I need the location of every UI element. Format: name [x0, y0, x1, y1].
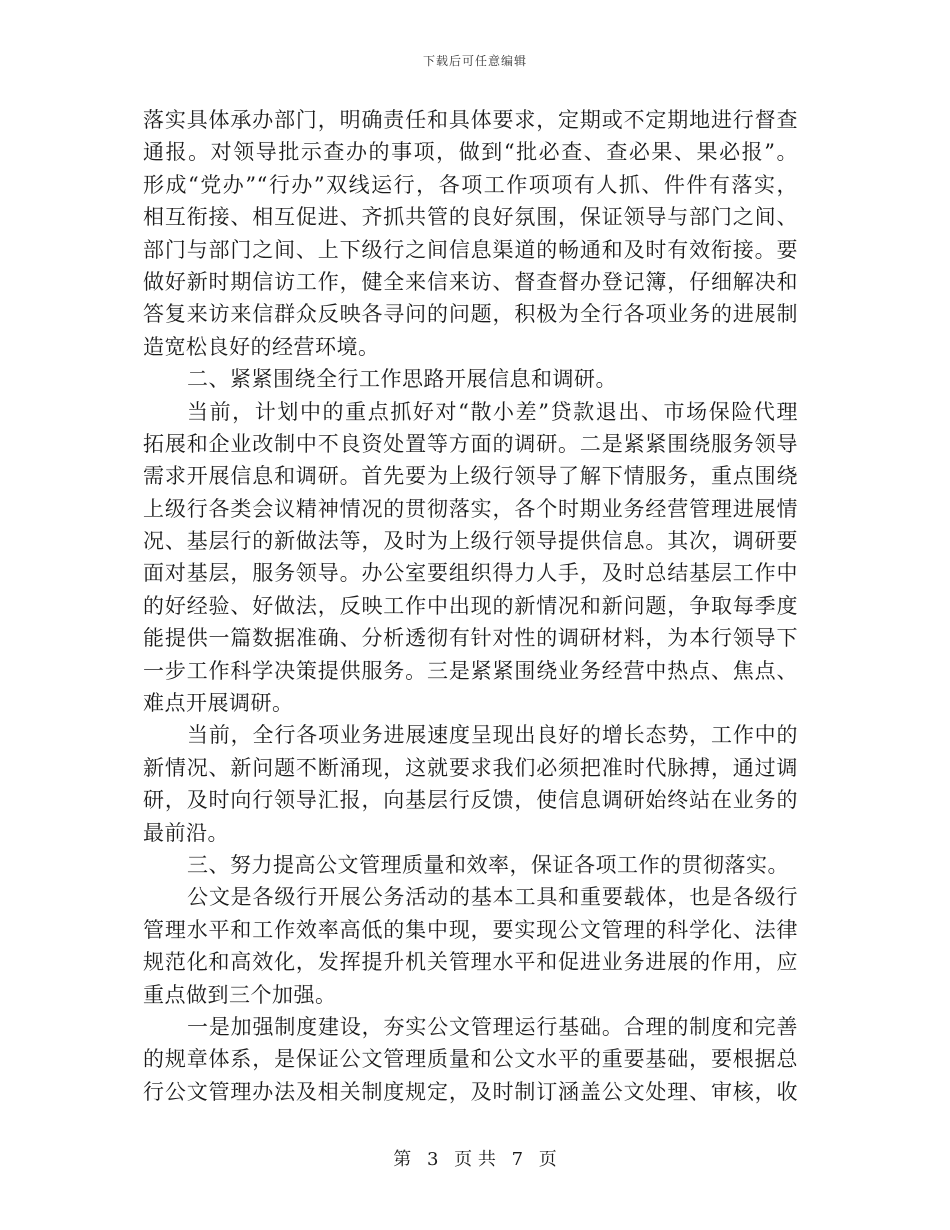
document-body	[143, 104, 798, 1108]
text-line: 做好新时期信访工作，健全来信来访、督查督办登记簿，仔细解决和	[143, 269, 798, 294]
section-heading: 二、紧紧围绕全行工作思路开展信息和调研。	[187, 367, 617, 392]
footer-prefix: 第	[393, 1149, 412, 1170]
text-line: 一是加强制度建设，夯实公文管理运行基础。合理的制度和完善	[187, 1014, 798, 1039]
text-line: 管理水平和工作效率高低的集中现，要实现公文管理的科学化、法律	[143, 917, 798, 942]
text-line: 公文是各级行开展公务活动的基本工具和重要载体，也是各级行	[187, 885, 798, 910]
text-line: 一步工作科学决策提供服务。三是紧紧围绕业务经营中热点、焦点、	[143, 658, 798, 683]
section-heading: 三、努力提高公文管理质量和效率，保证各项工作的贯彻落实。	[187, 852, 789, 877]
page-header-note: 下载后可任意编辑	[422, 54, 527, 68]
footer-middle: 页 共	[454, 1149, 496, 1170]
text-line: 拓展和企业改制中不良资处置等方面的调研。二是紧紧围绕服务领导	[143, 431, 798, 456]
text-line: 重点做到三个加强。	[143, 982, 337, 1007]
text-line: 上级行各类会议精神情况的贯彻落实，各个时期业务经营管理进展情	[143, 496, 798, 521]
text-line: 行公文管理办法及相关制度规定，及时制订涵盖公文处理、审核，收	[143, 1079, 798, 1104]
text-line: 的规章体系，是保证公文管理质量和公文水平的重要基础，要根据总	[143, 1047, 798, 1072]
text-line: 部门与部门之间、上下级行之间信息渠道的畅通和及时有效衔接。要	[143, 237, 798, 262]
text-line: 当前，全行各项业务进展速度呈现出良好的增长态势，工作中的	[187, 723, 798, 748]
total-page-count: 7	[511, 1149, 524, 1170]
page-footer	[0, 1145, 950, 1171]
text-line: 能提供一篇数据准确、分析透彻有针对性的调研材料，为本行领导下	[143, 626, 798, 651]
text-line: 规范化和高效化，发挥提升机关管理水平和促进业务进展的作用，应	[143, 950, 798, 975]
text-line: 通报。对领导批示查办的事项，做到“批必查、查必果、果必报”。	[143, 140, 798, 165]
text-line: 相互衔接、相互促进、齐抓共管的良好氛围，保证领导与部门之间、	[143, 205, 798, 230]
current-page-number: 3	[426, 1149, 439, 1170]
text-line: 需求开展信息和调研。首先要为上级行领导了解下情服务，重点围绕	[143, 464, 798, 489]
text-line: 当前，计划中的重点抓好对“散小差”贷款退出、市场保险代理	[187, 399, 798, 424]
text-line: 造宽松良好的经营环境。	[143, 334, 380, 359]
text-line: 落实具体承办部门，明确责任和具体要求，定期或不定期地进行督查	[143, 108, 798, 132]
text-line: 新情况、新问题不断涌现，这就要求我们必须把准时代脉搏，通过调	[143, 755, 798, 780]
text-line: 难点开展调研。	[143, 691, 294, 716]
footer-suffix: 页	[538, 1149, 557, 1170]
text-line: 答复来访来信群众反映各寻问的问题，积极为全行各项业务的进展制	[143, 302, 798, 327]
text-line: 面对基层，服务领导。办公室要组织得力人手，及时总结基层工作中	[143, 561, 798, 586]
text-line: 最前沿。	[143, 820, 229, 845]
text-line: 的好经验、好做法，反映工作中出现的新情况和新问题，争取每季度	[143, 593, 798, 618]
text-line: 研，及时向行领导汇报，向基层行反馈，使信息调研始终站在业务的	[143, 788, 798, 813]
text-line: 况、基层行的新做法等，及时为上级行领导提供信息。其次，调研要	[143, 529, 798, 554]
text-line: 形成“党办”“行办”双线运行，各项工作项项有人抓、件件有落实，	[143, 172, 798, 197]
